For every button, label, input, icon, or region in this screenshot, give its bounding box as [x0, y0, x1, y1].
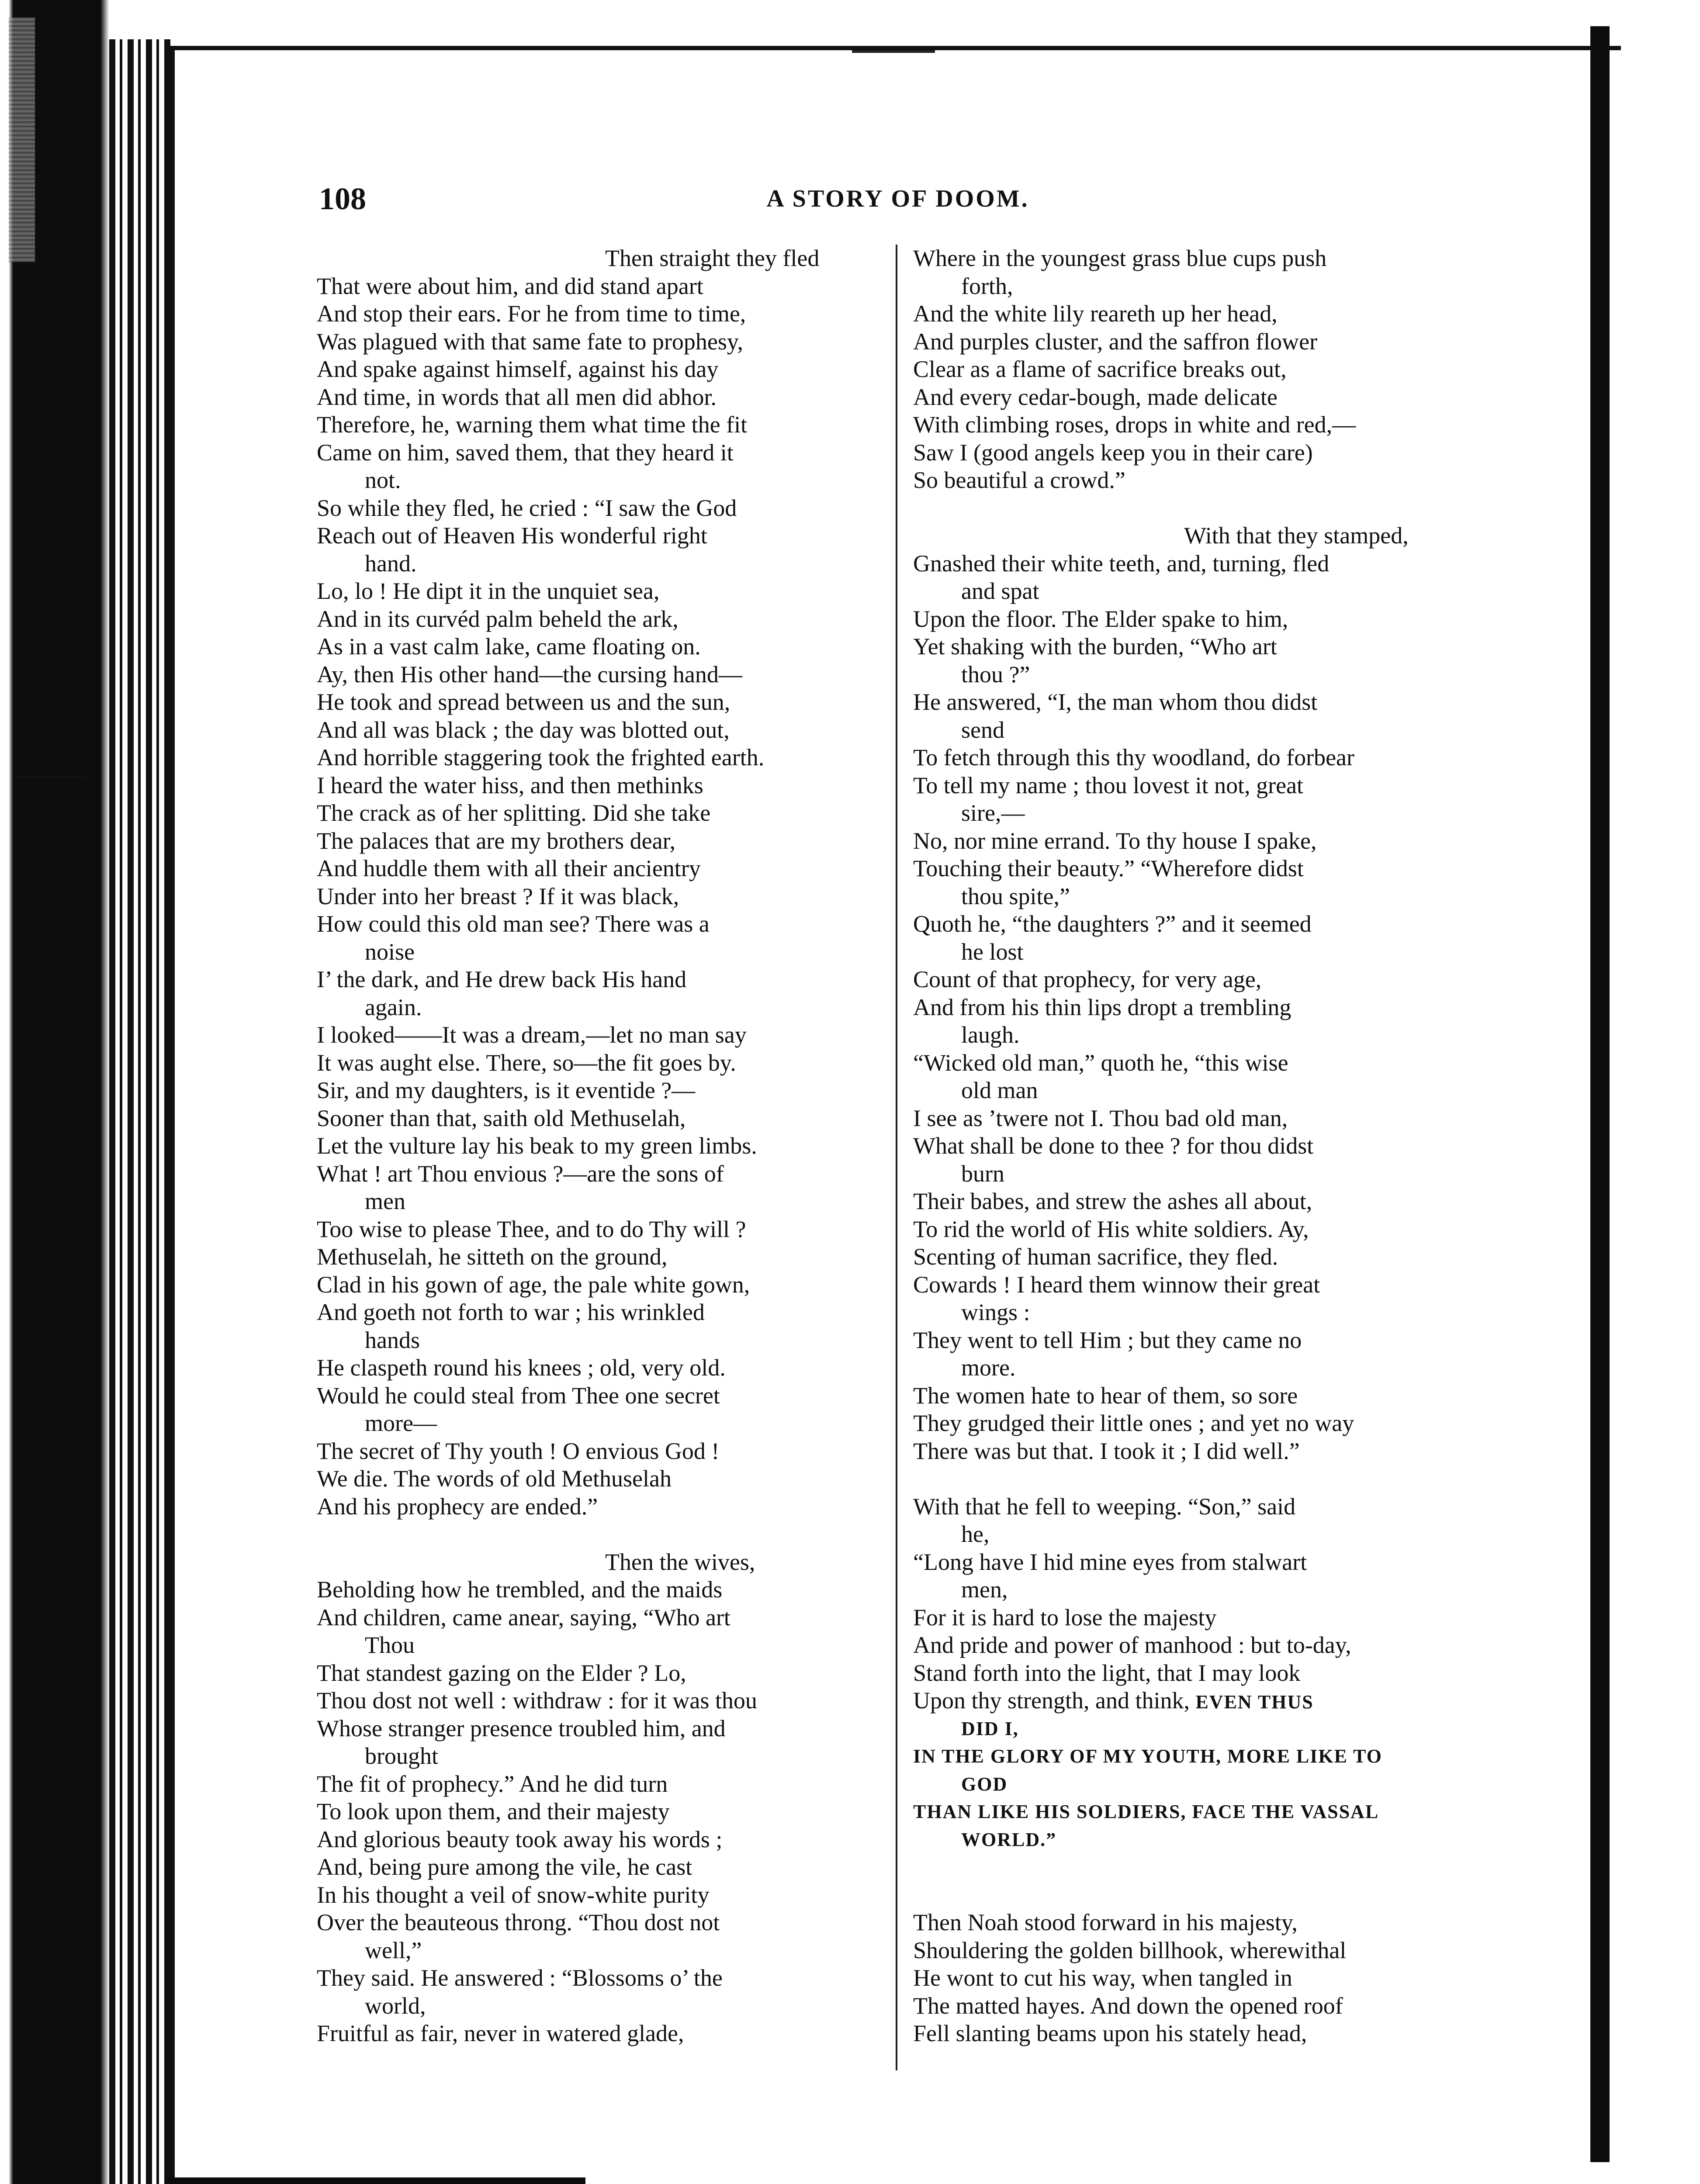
verse-line	[913, 716, 1485, 744]
verse-line	[317, 1382, 885, 1410]
verse-line-text: So while they fled, he cried : “I saw the God	[317, 494, 737, 521]
book-spine-shadow	[0, 0, 109, 2184]
verse-line-text: He claspeth round his knees ; old, very old.	[317, 1355, 726, 1381]
verse-line	[913, 688, 1485, 716]
verse-line-text: With climbing roses, drops in white and red,—	[913, 411, 1356, 438]
verse-line-text: brought	[365, 1743, 438, 1769]
verse-line	[913, 1077, 1485, 1105]
verse-line	[913, 411, 1485, 439]
verse-line-text: Came on him, saved them, that they heard it	[317, 439, 734, 466]
verse-line-text: With that they stamped,	[1184, 522, 1409, 549]
verse-line	[317, 1659, 885, 1687]
spine-texture	[9, 17, 35, 262]
verse-line-text: And his prophecy are ended.”	[317, 1493, 598, 1520]
verse-line	[913, 1493, 1485, 1521]
verse-line-text: Thou	[365, 1632, 415, 1658]
verse-line-text: For it is hard to lose the majesty	[913, 1604, 1217, 1631]
verse-line	[913, 1105, 1485, 1133]
verse-line-text: And purples cluster, and the saffron flower	[913, 328, 1318, 355]
verse-line	[317, 855, 885, 883]
verse-line-text: Yet shaking with the burden, “Who art	[913, 633, 1277, 660]
verse-line-text: Therefore, he, warning them what time the fit	[317, 411, 748, 438]
verse-line	[913, 1548, 1485, 1576]
verse-line	[317, 1964, 885, 1992]
verse-line	[913, 661, 1485, 689]
verse-line	[317, 522, 885, 550]
verse-line	[913, 550, 1485, 578]
verse-line	[317, 273, 885, 301]
verse-line	[317, 1105, 885, 1133]
verse-line	[913, 605, 1485, 633]
verse-line-text: not.	[365, 467, 401, 493]
verse-line-text: Under into her breast ? If it was black,	[317, 883, 679, 909]
verse-line-text: “Wicked old man,” quoth he, “this wise	[913, 1049, 1288, 1076]
verse-line	[913, 328, 1485, 356]
verse-line	[913, 1992, 1485, 2020]
verse-line-text: Saw I (good angels keep you in their care)	[913, 439, 1313, 466]
verse-line	[317, 605, 885, 633]
verse-line-text: And in its curvéd palm beheld the ark,	[317, 605, 679, 632]
verse-line	[317, 1049, 885, 1077]
verse-line-text: laugh.	[961, 1022, 1020, 1048]
verse-line-text: sire,—	[961, 800, 1025, 826]
verse-line	[913, 1465, 1485, 1493]
verse-line	[913, 1216, 1485, 1244]
verse-line	[913, 1964, 1485, 1992]
verse-line-text: And goeth not forth to war ; his wrinkled	[317, 1299, 705, 1325]
verse-line-text: wings :	[961, 1299, 1030, 1325]
verse-line	[317, 1493, 885, 1521]
verse-line-text: Clad in his gown of age, the pale white gown,	[317, 1271, 750, 1298]
verse-line	[317, 772, 885, 800]
verse-line	[317, 1077, 885, 1105]
verse-line-text: And spake against himself, against his day	[317, 356, 719, 382]
verse-line-text: men	[365, 1188, 405, 1214]
verse-line	[913, 273, 1485, 301]
verse-line	[913, 1327, 1485, 1355]
verse-line	[317, 716, 885, 744]
verse-line-text: Count of that prophecy, for very age,	[913, 966, 1262, 992]
verse-line	[317, 1631, 885, 1659]
verse-line-text: Reach out of Heaven His wonderful right	[317, 522, 707, 549]
verse-line-small-caps: EVEN THUS	[1195, 1691, 1314, 1713]
verse-line	[317, 688, 885, 716]
verse-line	[317, 2020, 885, 2048]
verse-line-text: GOD	[961, 1773, 1008, 1795]
verse-line-text: What shall be done to thee ? for thou didst	[913, 1133, 1314, 1159]
verse-line-text: And huddle them with all their ancientry	[317, 855, 701, 881]
verse-line-text: Scenting of human sacrifice, they fled.	[913, 1244, 1278, 1270]
verse-line	[913, 1243, 1485, 1271]
verse-line-text: Sir, and my daughters, is it eventide ?—	[317, 1077, 696, 1103]
verse-line-text: Where in the youngest grass blue cups push	[913, 245, 1327, 271]
margin-mark	[13, 775, 87, 778]
verse-line-text: he,	[961, 1521, 990, 1547]
verse-line-text: well,”	[365, 1937, 422, 1963]
verse-line	[913, 384, 1485, 411]
verse-line	[913, 910, 1485, 938]
verse-line-text: WORLD.”	[961, 1828, 1057, 1850]
verse-line	[913, 1742, 1485, 1770]
verse-line-text: Would he could steal from Thee one secret	[317, 1382, 720, 1409]
top-edge-mark	[852, 50, 935, 53]
verse-line	[913, 2020, 1485, 2048]
verse-line	[913, 994, 1485, 1022]
verse-line	[317, 1243, 885, 1271]
verse-line	[317, 1909, 885, 1937]
verse-line-text: Fruitful as fair, never in watered glade,	[317, 2020, 684, 2046]
verse-line-text: “Long have I hid mine eyes from stalwart	[913, 1548, 1307, 1575]
verse-line	[317, 300, 885, 328]
binding-edge	[109, 39, 175, 2184]
verse-line-text: The crack as of her splitting. Did she take	[317, 800, 711, 826]
verse-line-text: They went to tell Him ; but they came no	[913, 1327, 1302, 1353]
verse-line-text: With that he fell to weeping. “Son,” said	[913, 1493, 1296, 1520]
verse-line	[317, 550, 885, 578]
bottom-edge-shadow	[166, 2177, 585, 2184]
verse-line	[913, 938, 1485, 966]
verse-line	[317, 1299, 885, 1327]
verse-line-text: That were about him, and did stand apart	[317, 273, 703, 299]
verse-line-text: world,	[365, 1992, 426, 2019]
verse-line-text: Quoth he, “the daughters ?” and it seemed	[913, 911, 1312, 937]
verse-line	[913, 883, 1485, 911]
verse-line-text: And glorious beauty took away his words ;	[317, 1826, 723, 1852]
verse-line	[317, 1715, 885, 1743]
verse-line	[913, 1909, 1485, 1937]
right-text-column	[913, 245, 1485, 2048]
verse-line	[913, 300, 1485, 328]
verse-line-text: The fit of prophecy.” And he did turn	[317, 1770, 668, 1797]
verse-line	[317, 1465, 885, 1493]
verse-line-text: again.	[365, 994, 422, 1020]
page-header	[319, 179, 1477, 218]
verse-line	[913, 1160, 1485, 1188]
verse-line-text: Gnashed their white teeth, and, turning, fled	[913, 550, 1330, 577]
verse-line-text: So beautiful a crowd.”	[913, 467, 1125, 493]
verse-line-text: hands	[365, 1327, 420, 1353]
verse-line	[913, 1438, 1485, 1465]
verse-line-text: As in a vast calm lake, came floating on.	[317, 633, 701, 660]
verse-line-text: They grudged their little ones ; and yet no way	[913, 1410, 1354, 1436]
verse-line-text: Upon the floor. The Elder spake to him,	[913, 605, 1288, 632]
verse-line	[317, 1438, 885, 1465]
verse-line-text: I see as ’twere not I. Thou bad old man,	[913, 1105, 1288, 1131]
verse-line	[913, 577, 1485, 605]
verse-line	[317, 1770, 885, 1798]
verse-line	[317, 1548, 885, 1576]
verse-line	[913, 1826, 1485, 1854]
verse-line-text: Lo, lo ! He dipt it in the unquiet sea,	[317, 578, 660, 604]
verse-line	[317, 633, 885, 661]
verse-line-text: And children, came anear, saying, “Who art	[317, 1604, 731, 1631]
verse-line-text: Was plagued with that same fate to prophesy,	[317, 328, 743, 355]
verse-line	[913, 1576, 1485, 1604]
verse-line	[913, 439, 1485, 467]
verse-line-text: Then straight they fled	[605, 245, 820, 271]
page-number: 108	[319, 181, 366, 216]
verse-line-text: And all was black ; the day was blotted out,	[317, 716, 730, 743]
verse-line-text: THAN LIKE HIS SOLDIERS, FACE THE VASSAL	[913, 1801, 1379, 1822]
verse-line	[913, 522, 1485, 550]
verse-line-text: Their babes, and strew the ashes all about,	[913, 1188, 1312, 1214]
verse-line	[913, 1188, 1485, 1216]
verse-line	[317, 1798, 885, 1826]
verse-line	[317, 494, 885, 522]
verse-line	[317, 1410, 885, 1438]
verse-line-text: He answered, “I, the man whom thou didst	[913, 689, 1318, 715]
verse-line	[317, 384, 885, 411]
verse-line-text: Thou dost not well : withdraw : for it was thou	[317, 1687, 757, 1714]
verse-line	[317, 1604, 885, 1632]
verse-line-text: Upon thy strength, and think,	[913, 1687, 1190, 1714]
verse-line	[913, 966, 1485, 994]
verse-line-text: And horrible staggering took the frighted earth.	[317, 744, 765, 771]
verse-line-text: And stop their ears. For he from time to time,	[317, 301, 746, 327]
verse-line-text: The matted hayes. And down the opened roof	[913, 1992, 1343, 2019]
verse-line	[317, 1132, 885, 1160]
verse-line	[913, 744, 1485, 772]
verse-line	[317, 411, 885, 439]
verse-line	[913, 1687, 1485, 1715]
verse-line	[317, 1188, 885, 1216]
verse-line-text: thou ?”	[961, 661, 1030, 688]
verse-line-text: Shouldering the golden billhook, wherewithal	[913, 1937, 1347, 1963]
verse-line-text: What ! art Thou envious ?—are the sons of	[317, 1160, 724, 1187]
verse-line	[913, 1382, 1485, 1410]
verse-line-text: Stand forth into the light, that I may look	[913, 1659, 1301, 1686]
verse-line-text: He wont to cut his way, when tangled in	[913, 1965, 1292, 1991]
verse-line	[913, 1132, 1485, 1160]
verse-line-text: burn	[961, 1160, 1004, 1187]
left-text-column	[317, 245, 885, 2048]
verse-line-text: Let the vulture lay his beak to my green limbs.	[317, 1133, 757, 1159]
verse-line	[317, 1021, 885, 1049]
verse-line	[913, 1715, 1485, 1743]
verse-line	[317, 1687, 885, 1715]
verse-line	[317, 799, 885, 827]
verse-line-text: The palaces that are my brothers dear,	[317, 827, 675, 854]
verse-line-text: How could this old man see? There was a	[317, 911, 710, 937]
verse-line-text: No, nor mine errand. To thy house I spake,	[913, 827, 1317, 854]
verse-line-text: noise	[365, 938, 415, 965]
verse-line-text: I’ the dark, and He drew back His hand	[317, 966, 687, 992]
verse-line	[913, 1881, 1485, 1909]
verse-line	[317, 1521, 885, 1548]
verse-line	[317, 1271, 885, 1299]
verse-line-text: The secret of Thy youth ! O envious God !	[317, 1438, 720, 1464]
verse-line-text: he lost	[961, 938, 1024, 965]
verse-line	[913, 1354, 1485, 1382]
verse-line	[913, 1521, 1485, 1548]
verse-line-text: hand.	[365, 550, 417, 577]
verse-line-text: more.	[961, 1355, 1016, 1381]
verse-line	[913, 1770, 1485, 1798]
verse-line-text: Fell slanting beams upon his stately head,	[913, 2020, 1307, 2046]
verse-line	[913, 799, 1485, 827]
verse-line-text: Then Noah stood forward in his majesty,	[913, 1909, 1298, 1935]
verse-line-text: Over the beauteous throng. “Thou dost not	[317, 1909, 720, 1935]
verse-line-text: Cowards ! I heard them winnow their great	[913, 1271, 1320, 1298]
column-divider	[896, 245, 897, 2070]
verse-line-text: The women hate to hear of them, so sore	[913, 1382, 1298, 1409]
verse-line	[317, 994, 885, 1022]
verse-line-text: He took and spread between us and the sun,	[317, 689, 731, 715]
verse-line-text: To tell my name ; thou lovest it not, great	[913, 772, 1304, 798]
verse-line	[913, 1271, 1485, 1299]
verse-line	[317, 744, 885, 772]
verse-line	[317, 966, 885, 994]
verse-line	[317, 1826, 885, 1854]
verse-line	[317, 1937, 885, 1965]
verse-line-text: And the white lily reareth up her head,	[913, 301, 1278, 327]
verse-line	[317, 827, 885, 855]
verse-line-text: Beholding how he trembled, and the maids	[317, 1576, 723, 1603]
verse-line	[913, 1659, 1485, 1687]
verse-line-text: I looked——It was a dream,—let no man say	[317, 1022, 747, 1048]
verse-line	[317, 661, 885, 689]
verse-line-text: men,	[961, 1576, 1008, 1603]
verse-line	[913, 467, 1485, 494]
verse-line	[317, 356, 885, 384]
verse-line-text: more—	[365, 1410, 437, 1436]
verse-line	[317, 1742, 885, 1770]
right-edge-shadow	[1590, 26, 1610, 2162]
verse-line	[913, 1798, 1485, 1826]
verse-line-text: And from his thin lips dropt a trembling	[913, 994, 1291, 1020]
verse-line-text: old man	[961, 1077, 1038, 1103]
verse-line	[913, 1410, 1485, 1438]
verse-line-text: That standest gazing on the Elder ? Lo,	[317, 1659, 686, 1686]
verse-line	[317, 1327, 885, 1355]
verse-line-text: To fetch through this thy woodland, do forbear	[913, 744, 1354, 771]
verse-line	[913, 1937, 1485, 1965]
verse-line-text: Methuselah, he sitteth on the ground,	[317, 1244, 668, 1270]
verse-line-text: forth,	[961, 273, 1013, 299]
verse-line-text: Sooner than that, saith old Methuselah,	[317, 1105, 686, 1131]
verse-line	[913, 1631, 1485, 1659]
verse-line	[317, 467, 885, 494]
verse-line	[317, 577, 885, 605]
verse-line	[913, 1604, 1485, 1632]
verse-line	[913, 772, 1485, 800]
verse-line-text: Touching their beauty.” “Wherefore didst	[913, 855, 1304, 881]
verse-line-text: I heard the water hiss, and then methinks	[317, 772, 703, 798]
verse-line	[317, 1881, 885, 1909]
verse-line-text: IN THE GLORY OF MY YOUTH, MORE LIKE TO	[913, 1745, 1382, 1767]
verse-line-text: Whose stranger presence troubled him, and	[317, 1715, 726, 1742]
verse-line-text: thou spite,”	[961, 883, 1070, 909]
verse-line	[913, 1021, 1485, 1049]
verse-line-text: It was aught else. There, so—the fit goes by.	[317, 1049, 736, 1076]
verse-line	[913, 356, 1485, 384]
verse-line-text: Clear as a flame of sacrifice breaks out,	[913, 356, 1287, 382]
verse-line-text: There was but that. I took it ; I did well.”	[913, 1438, 1300, 1464]
verse-line-text: To rid the world of His white soldiers. Ay,	[913, 1216, 1309, 1242]
verse-line	[913, 494, 1485, 522]
verse-line-text: and spat	[961, 578, 1039, 604]
verse-line	[317, 883, 885, 911]
verse-line-text: And, being pure among the vile, he cast	[317, 1854, 692, 1880]
verse-line	[913, 827, 1485, 855]
verse-line-text: send	[961, 716, 1004, 743]
verse-line	[913, 1299, 1485, 1327]
verse-line-text: To look upon them, and their majesty	[317, 1798, 670, 1825]
verse-line	[317, 1160, 885, 1188]
verse-line	[317, 938, 885, 966]
verse-line-text: And pride and power of manhood : but to-day,	[913, 1632, 1351, 1658]
running-title: A STORY OF DOOM.	[766, 185, 1029, 212]
verse-line	[913, 245, 1485, 273]
verse-line-text: In his thought a veil of snow-white purity	[317, 1881, 710, 1908]
verse-line	[913, 633, 1485, 661]
verse-line-text: Too wise to please Thee, and to do Thy will ?	[317, 1216, 746, 1242]
verse-line-text: We die. The words of old Methuselah	[317, 1465, 672, 1492]
verse-line	[317, 1216, 885, 1244]
verse-line	[913, 1049, 1485, 1077]
verse-line-text: Ay, then His other hand—the cursing hand—	[317, 661, 742, 688]
verse-line	[317, 1853, 885, 1881]
verse-line	[317, 328, 885, 356]
verse-line	[317, 1354, 885, 1382]
verse-line-text: DID I,	[961, 1717, 1019, 1739]
verse-line-text: Then the wives,	[605, 1548, 755, 1575]
verse-line	[317, 1992, 885, 2020]
verse-line-text: And every cedar-bough, made delicate	[913, 384, 1278, 410]
verse-line-text: And time, in words that all men did abhor.	[317, 384, 717, 410]
verse-line	[317, 439, 885, 467]
verse-line-text: They said. He answered : “Blossoms o’ the	[317, 1965, 723, 1991]
verse-line	[317, 1576, 885, 1604]
verse-line	[317, 910, 885, 938]
verse-line	[317, 245, 885, 273]
verse-line	[913, 1853, 1485, 1881]
verse-line	[913, 855, 1485, 883]
